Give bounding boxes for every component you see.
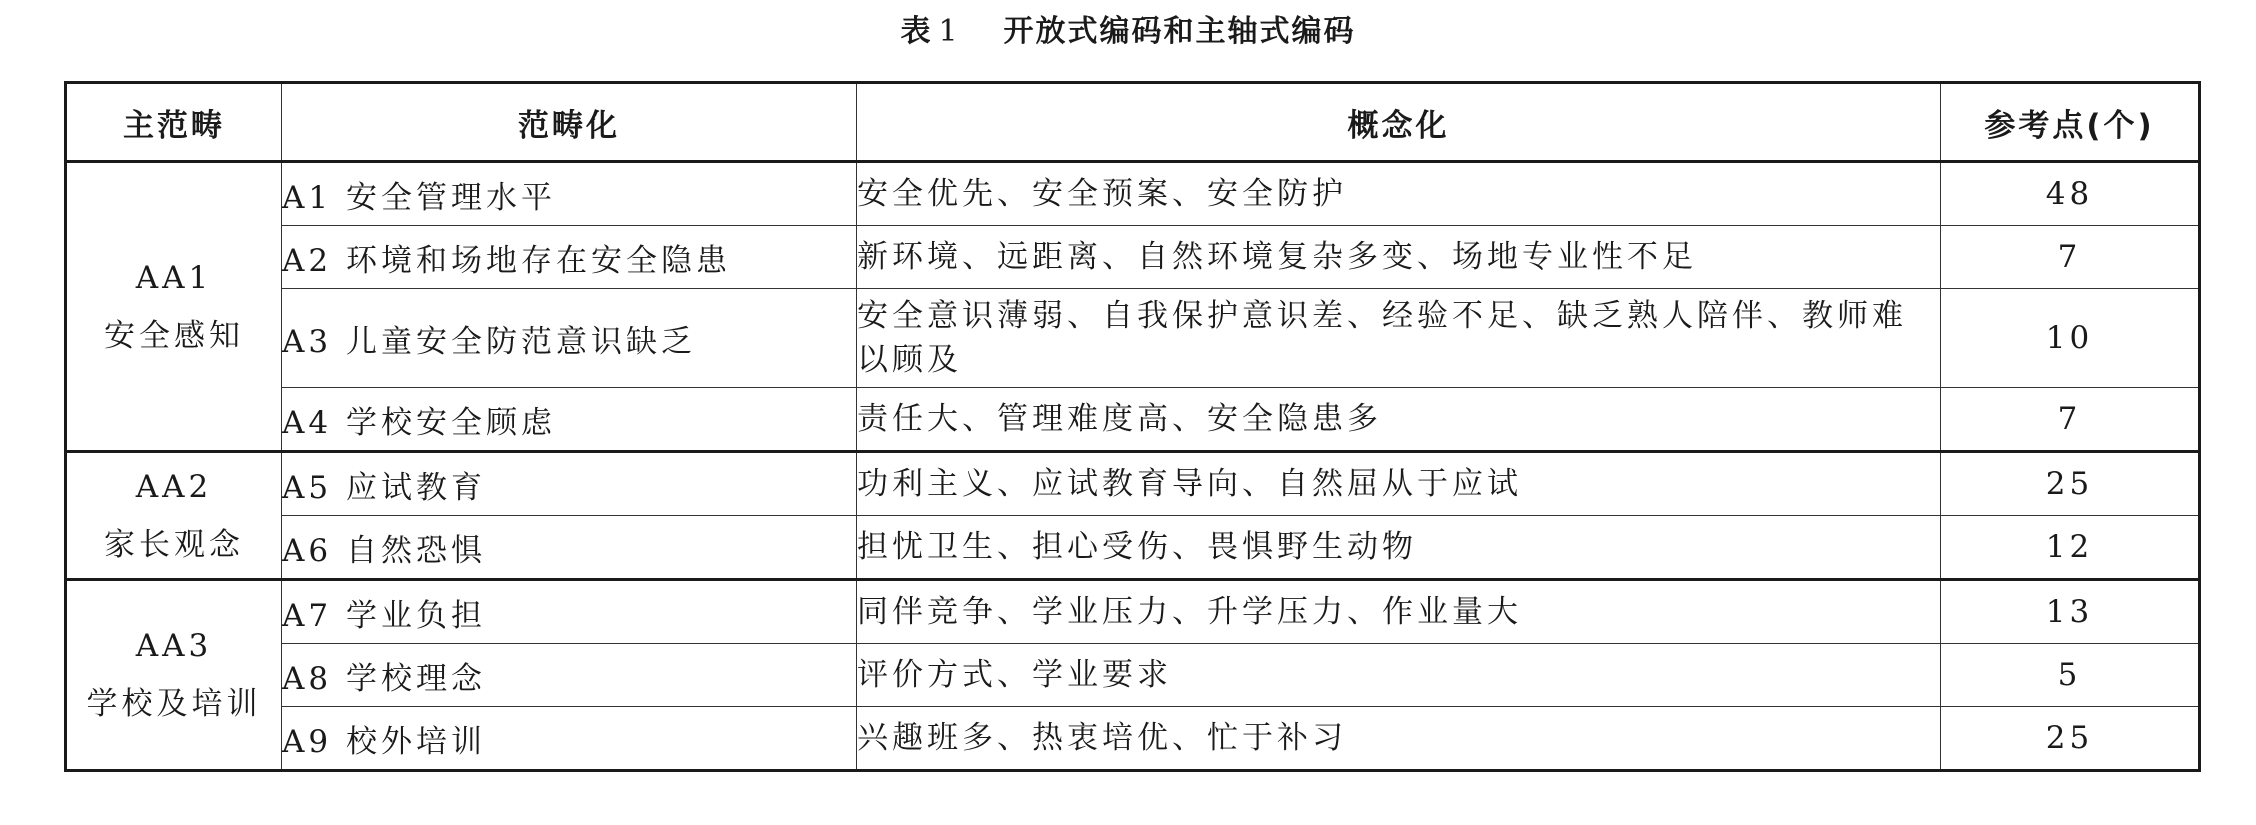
- category-cell: A9 校外培训: [282, 707, 857, 771]
- concept-cell: 同伴竞争、学业压力、升学压力、作业量大: [857, 580, 1941, 644]
- table-row: [66, 289, 2200, 388]
- main-category-name: 学校及培训: [86, 686, 262, 722]
- category-cell: A4 学校安全顾虑: [282, 388, 857, 452]
- table-row: [66, 226, 2200, 289]
- header-categorization: 范畴化: [282, 83, 857, 162]
- header-references: 参考点(个): [1941, 83, 2200, 162]
- count-cell: 13: [1941, 580, 2200, 644]
- table-row: [66, 707, 2200, 771]
- main-category-cell: [66, 580, 282, 771]
- count-cell: 25: [1941, 452, 2200, 516]
- table-row: [66, 452, 2200, 516]
- header-conceptualization: 概念化: [857, 83, 1941, 162]
- category-cell: A8 学校理念: [282, 644, 857, 707]
- table-caption-title: 开放式编码和主轴式编码: [1003, 14, 1356, 49]
- category-cell: A3 儿童安全防范意识缺乏: [282, 289, 857, 388]
- category-cell: A5 应试教育: [282, 452, 857, 516]
- category-cell: A7 学业负担: [282, 580, 857, 644]
- table-row: [66, 644, 2200, 707]
- header-row: [66, 83, 2200, 162]
- count-cell: 25: [1941, 707, 2200, 771]
- main-category-code: AA1: [135, 259, 213, 296]
- table-caption-number: 1: [938, 14, 960, 49]
- concept-cell: 责任大、管理难度高、安全隐患多: [857, 388, 1941, 452]
- table-row: [66, 580, 2200, 644]
- main-category-cell: [66, 452, 282, 580]
- category-cell: A6 自然恐惧: [282, 516, 857, 580]
- category-cell: A2 环境和场地存在安全隐患: [282, 226, 857, 289]
- count-cell: 12: [1941, 516, 2200, 580]
- concept-cell: 安全优先、安全预案、安全防护: [857, 162, 1941, 226]
- category-cell: A1 安全管理水平: [282, 162, 857, 226]
- table-row: [66, 162, 2200, 226]
- header-main-category: 主范畴: [66, 83, 282, 162]
- table-caption: [0, 0, 2256, 64]
- concept-cell: 安全意识薄弱、自我保护意识差、经验不足、缺乏熟人陪伴、教师难以顾及: [857, 289, 1941, 388]
- main-category-code: AA2: [135, 468, 213, 505]
- concept-cell: 兴趣班多、热衷培优、忙于补习: [857, 707, 1941, 771]
- concept-cell: 担忧卫生、担心受伤、畏惧野生动物: [857, 516, 1941, 580]
- coding-table: [64, 81, 2201, 772]
- concept-cell: 新环境、远距离、自然环境复杂多变、场地专业性不足: [857, 226, 1941, 289]
- concept-cell: 功利主义、应试教育导向、自然屈从于应试: [857, 452, 1941, 516]
- main-category-code: AA3: [135, 628, 213, 664]
- table-row: [66, 388, 2200, 452]
- count-cell: 48: [1941, 162, 2200, 226]
- count-cell: 7: [1941, 388, 2200, 452]
- main-category-cell: [66, 162, 282, 452]
- count-cell: 5: [1941, 644, 2200, 707]
- table-row: [66, 516, 2200, 580]
- main-category-name: 安全感知: [104, 317, 244, 354]
- table-caption-label: 表: [900, 14, 933, 49]
- count-cell: 7: [1941, 226, 2200, 289]
- count-cell: 10: [1941, 289, 2200, 388]
- concept-cell: 评价方式、学业要求: [857, 644, 1941, 707]
- main-category-name: 家长观念: [104, 526, 244, 563]
